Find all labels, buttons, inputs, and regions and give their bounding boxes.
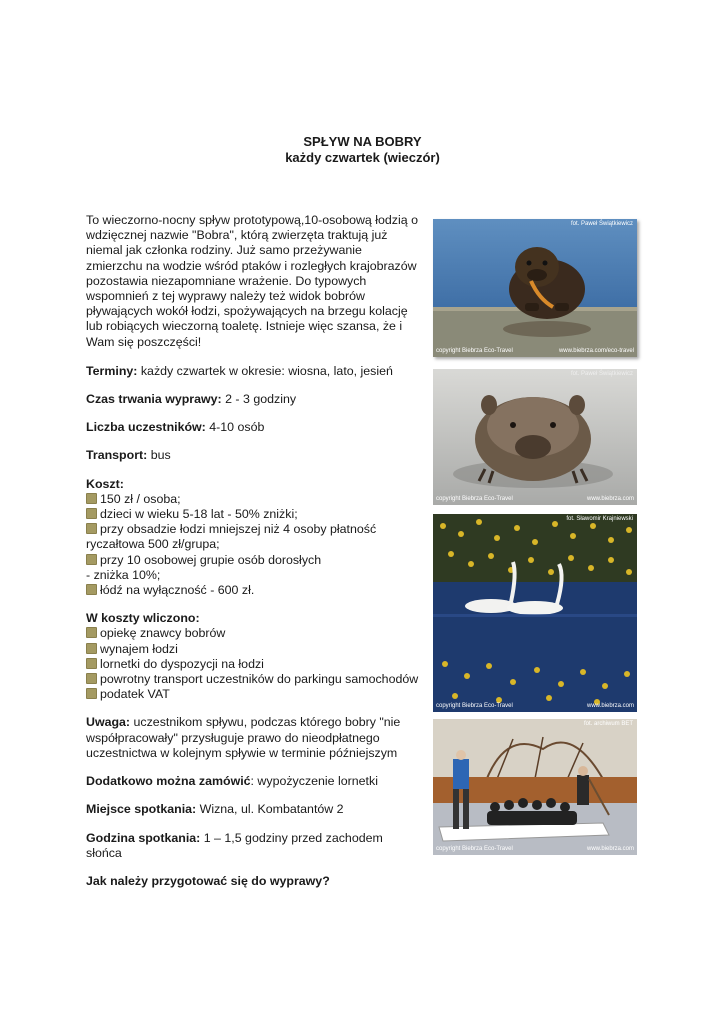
terms-field (86, 364, 424, 379)
photo-credit: fot. archiwum BET (583, 721, 633, 727)
beaver-eating-photo (433, 219, 637, 357)
boat-trip-photo (433, 719, 637, 855)
intro-line: wspomnień z tej wyprawy należy też widok bobrów (86, 289, 365, 304)
transport-value: bus (147, 448, 171, 463)
meeting-time-field: Godzina spotkania: 1 – 1,5 godziny przed zachodem słońca (86, 830, 383, 860)
included-item: powrotny transport uczestników do parkingu samochodów (86, 672, 424, 687)
extra-field (86, 774, 424, 789)
cost-line: przy obsadzie łodzi mniejszej niż 4 osoby płatność (86, 522, 424, 537)
bullet-icon (86, 493, 97, 504)
meeting-place-value: Wizna, ul. Kombatantów 2 (196, 802, 344, 817)
bullet-icon (86, 508, 97, 519)
intro-line: wdzięcznej nazwie "Bobra", którą zwierzęta traktują już (86, 228, 388, 243)
included-item: lornetki do dyspozycji na łodzi (86, 657, 424, 672)
included-item: wynajem łodzi (86, 642, 424, 657)
cost-line: - zniżka 10%; (86, 567, 161, 582)
photo-credit: fot. Sławomir Krajniewski (566, 516, 633, 522)
duration-field (86, 392, 424, 407)
page-subtitle: każdy czwartek (wieczór) (285, 150, 440, 165)
cost-line: dzieci w wieku 5-18 lat - 50% zniżki; (86, 507, 424, 522)
bullet-icon (86, 554, 97, 565)
swans-photo (433, 514, 637, 712)
transport-label: Transport: (86, 448, 148, 463)
intro-line: pływających wokół łodzi, spożywających na brzegu kolację (86, 304, 408, 319)
bullet-icon (86, 627, 97, 638)
bullet-icon (86, 643, 97, 654)
photo-url: www.biebrza.com (586, 496, 634, 502)
meeting-place-field (86, 802, 424, 817)
cost-line: ryczałtowa 500 zł/grupa; (86, 537, 220, 552)
bullet-icon (86, 584, 97, 595)
cost-section (86, 477, 424, 599)
photo-copyright: copyright Biebrza Eco-Travel (436, 846, 513, 852)
meeting-time-label: Godzina spotkania: (86, 830, 201, 845)
duration-value: 2 - 3 godziny (221, 392, 297, 407)
bullet-icon (86, 673, 97, 684)
page-title: SPŁYW NA BOBRY (303, 134, 422, 149)
main-text (86, 213, 424, 902)
included-item: podatek VAT (86, 687, 424, 702)
intro-line: pozostawia niezapomniane wrażenie. Do typowych (86, 273, 367, 288)
cost-line: łódź na wyłączność - 600 zł. (86, 583, 424, 598)
bullet-icon (86, 658, 97, 669)
transport-field (86, 448, 424, 463)
participants-value: 4-10 osób (205, 420, 265, 435)
intro-line: niemal jak członka rodziny. Już samo przeżywanie (86, 243, 362, 258)
included-section (86, 611, 424, 702)
included-label: W koszty wliczono: (86, 611, 200, 626)
bullet-icon (86, 688, 97, 699)
preparation-field (86, 874, 424, 889)
duration-label: Czas trwania wyprawy: (86, 392, 222, 407)
participants-field (86, 420, 424, 435)
intro-line: To wieczorno-nocny spływ prototypową,10-osobową łodzią o (86, 213, 418, 227)
cost-line: 150 zł / osoba; (86, 492, 424, 507)
page-header (0, 134, 725, 166)
photo-copyright: copyright Biebrza Eco-Travel (436, 496, 513, 502)
participants-label: Liczba uczestników: (86, 420, 206, 435)
preparation-label: Jak należy przygotować się do wyprawy? (86, 873, 330, 888)
beaver-swimming-photo (433, 369, 637, 505)
included-item: opiekę znawcy bobrów (86, 626, 424, 641)
bullet-icon (86, 523, 97, 534)
photo-credit: fot. Paweł Świątkiewicz (570, 371, 633, 377)
intro-paragraph (86, 213, 424, 350)
intro-line: Wam się poszczęści! (86, 334, 202, 349)
cost-label: Koszt: (86, 476, 124, 491)
extra-label: Dodatkowo można zamówić (86, 774, 251, 789)
extra-value: : wypożyczenie lornetki (250, 774, 378, 789)
photo-url: www.biebrza.com (586, 846, 634, 852)
meeting-place-label: Miejsce spotkania: (86, 802, 197, 817)
photo-credit: fot. Paweł Świątkiewicz (570, 221, 633, 227)
intro-line: lub robiących wieczorną toaletę. Istnieje więc szansa, że i (86, 319, 403, 334)
terms-value: każdy czwartek w okresie: wiosna, lato, jesień (137, 363, 393, 378)
cost-line: przy 10 osobowej grupie osób dorosłych (86, 553, 424, 568)
note-label: Uwaga: (86, 715, 131, 730)
photo-url: www.biebrza.com (586, 703, 634, 709)
terms-label: Terminy: (86, 363, 138, 378)
note-field: Uwaga: uczestnikom spływu, podczas którego bobry "nie współpracowały" przysługuje prawo do nieodpłatnego uczestnictwa w kolejnym spływie w terminie późniejszym (86, 715, 401, 760)
photo-copyright: copyright Biebrza Eco-Travel (436, 703, 513, 709)
intro-line: zmierzchu na wodzie wśród ptaków i rozległych krajobrazów (86, 258, 417, 273)
photo-copyright: copyright Biebrza Eco-Travel (436, 348, 513, 354)
photo-url: www.biebrza.com/eco-travel (558, 348, 634, 354)
